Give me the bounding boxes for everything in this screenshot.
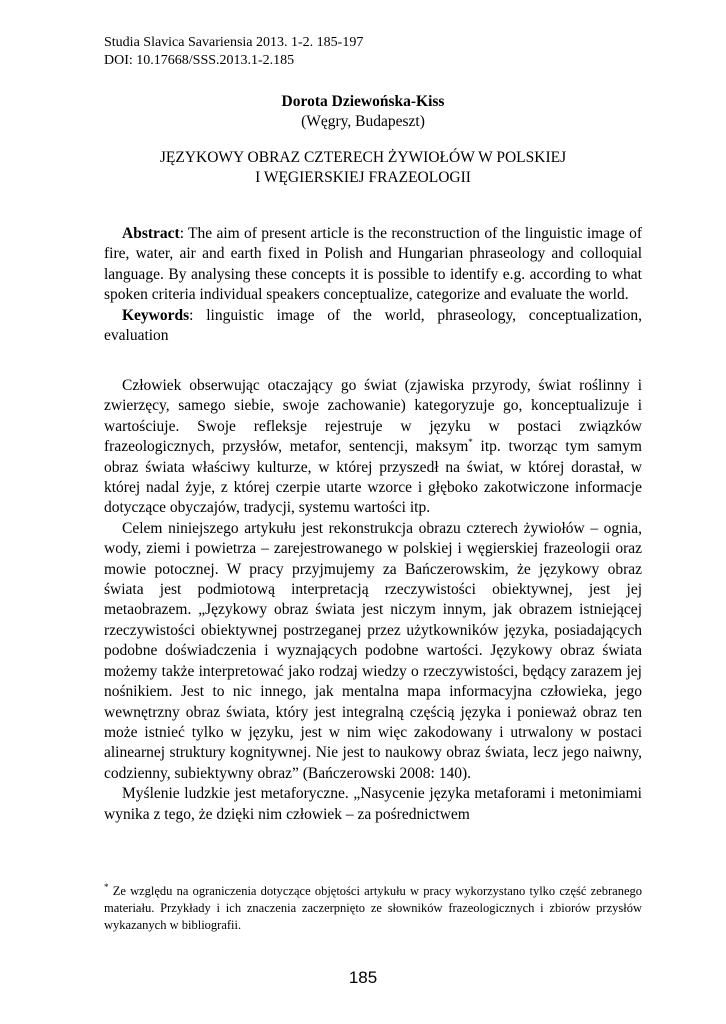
running-header <box>104 34 363 70</box>
abstract-label: Abstract <box>122 225 180 242</box>
abstract-paragraph <box>104 224 642 306</box>
footnote <box>104 883 642 934</box>
author-name: Dorota Dziewońska-Kiss <box>281 93 445 110</box>
abstract-section <box>104 224 642 346</box>
body-paragraph-2: Celem niniejszego artykułu jest rekonstrukcja obrazu czterech żywiołów – ognia, wody, ziemi i powietrza – zarejestrowanego w polskiej i węgierskiej frazeologii oraz mowie potocznej. W pracy przyjmujemy za Bańczerowskim, że językowy obraz świata jest podmiotową interpretacją rzeczywistości obiektywnej, jest jej metaobrazem. „Językowy obraz świata jest niczym innym, jak obrazem istniejącej rzeczywistości obiektywnej postrzeganej przez użytkowników języka, posiadających podobne doświadczenia i wyznających podobne wartości. Językowy obraz świata możemy także interpretować jako rodzaj wiedzy o rzeczywistości, będący zarazem jej nośnikiem. Jest to nic innego, jak mentalna mapa informacyjna człowieka, jego wewnętrzny obraz świata, który jest integralną częścią języka i ponieważ obraz ten może istnieć tylko w języku, jest w nim więc zakodowany i utrwalony w postaci alinearnej struktury kognitywnej. Nie jest to naukowy obraz świata, lecz jego naiwny, codzienny, subiektywny obraz” (Bańczerowski 2008: 140). <box>104 519 642 782</box>
keywords-label: Keywords <box>122 306 190 324</box>
paragraph-1-text-a: Człowiek obserwując otaczający go świat (zjawiska przyrody, świat roślinny i zwierzęcy, samego siebie, swoje zachowanie) kategoryzuje go, konceptualizuje i wartościuje. Swoje refleksje rejestruje w języku w postaci związków frazeologicznych, przysłów, metafor, sentencji, maksym <box>104 377 642 456</box>
author-affiliation: (Węgry, Budapeszt) <box>301 113 425 130</box>
footnote-separator <box>104 872 254 873</box>
keywords-text: : linguistic image of the world, phraseology, conceptualization, evaluation <box>104 306 642 345</box>
footnote-text: Ze względu na ograniczenia dotyczące objętości artykułu w pracy wykorzystano tylko część zebranego materiału. Przykłady i ich znaczenia zaczerpnięto ze słowników frazeologicznych i zbiorów przysłów wykazanych w bibliografii. <box>104 884 642 932</box>
title-line-1: JĘZYKOWY OBRAZ CZTERECH ŻYWIOŁÓW W POLSKIEJ <box>159 149 567 166</box>
page-number: 185 <box>348 968 378 987</box>
article-title <box>104 148 622 188</box>
paragraph-1-text-b: itp. tworząc tym samym obraz świata właściwy kulturze, w której przyszedł na świat, w której dorastał, w której nadal żyje, z której czerpie utarte wzorce i głęboko zakotwiczone informacje dotyczące obyczajów, tradycji, systemu wartości itp. <box>104 438 642 517</box>
footnote-mark: * <box>104 881 109 892</box>
keywords-paragraph <box>104 306 642 347</box>
doi-line: DOI: 10.17668/SSS.2013.1-2.185 <box>104 53 295 68</box>
journal-citation: Studia Slavica Savariensia 2013. 1-2. 185-197 <box>104 35 364 50</box>
body-paragraph-1 <box>104 376 642 519</box>
footnote-reference: * <box>468 437 473 448</box>
abstract-text: : The aim of present article is the reconstruction of the linguistic image of fire, water, air and earth fixed in Polish and Hungarian phraseology and colloquial language. By analysing these concepts it is possible to identify e.g. according to what spoken criteria individual speakers conceptualize, categorize and evaluate the world. <box>104 225 642 304</box>
author-block <box>104 92 622 132</box>
body-text <box>104 376 642 825</box>
body-paragraph-3: Myślenie ludzkie jest metaforyczne. „Nasycenie języka metaforami i metonimiami wynika z tego, że dzięki nim człowiek – za pośrednictwem <box>104 785 642 823</box>
title-line-2: I WĘGIERSKIEJ FRAZEOLOGII <box>255 169 471 186</box>
